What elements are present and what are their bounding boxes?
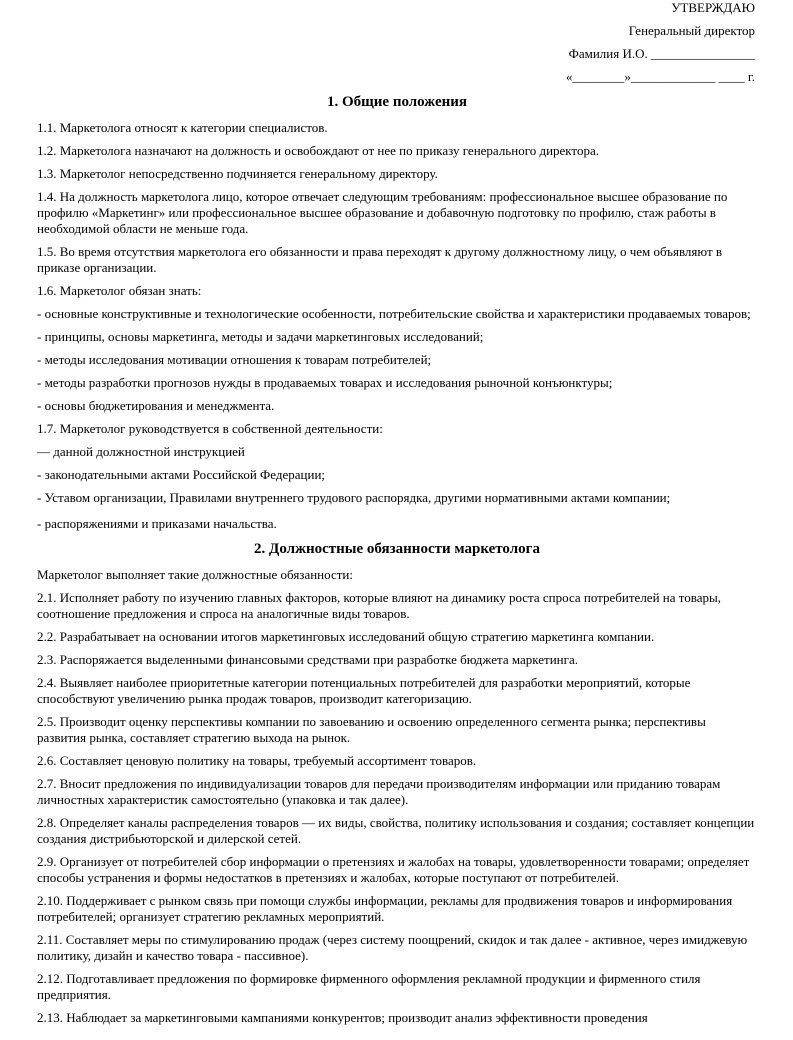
approval-title: УТВЕРЖДАЮ — [671, 0, 755, 15]
list-item: - принципы, основы маркетинга, методы и задачи маркетинговых исследований; — [37, 329, 484, 344]
paragraph: 1.1. Маркетолога относят к категории специалистов. — [37, 120, 328, 135]
paragraph: 2.12. Подготавливает предложения по формировке фирменного оформления рекламной продукции и фирменного стиля предприятия. — [37, 971, 701, 1002]
paragraph: 2.13. Наблюдает за маркетинговыми кампаниями конкурентов; производит анализ эффективности проведения — [37, 1010, 648, 1025]
list-item: - методы исследования мотивации отношения к товарам потребителей; — [37, 352, 432, 367]
paragraph: 2.4. Выявляет наиболее приоритетные категории потенциальных потребителей для разработки мероприятий, которые способствуют увеличению рынка продаж товаров, производит категоризацию. — [37, 675, 691, 706]
list-item: - методы разработки прогнозов нужды в продаваемых товарах и исследования рыночной конъюнктуры; — [37, 375, 613, 390]
list-item: - распоряжениями и приказами начальства. — [37, 516, 277, 531]
approval-position: Генеральный директор — [628, 23, 755, 38]
paragraph: 1.4. На должность маркетолога лицо, которое отвечает следующим требованиям: профессиональное высшее образование по профилю «Маркетинг» или профессиональное высшее образование и добавочную подготовку по профилю, стаж работы в необходимой области не меньше года. — [37, 189, 728, 236]
paragraph: 1.3. Маркетолог непосредственно подчиняется генеральному директору. — [37, 166, 438, 181]
paragraph: 2.9. Организует от потребителей сбор информации о претензиях и жалобах на товары, удовлетворенности товарами; определяет способы устранения и формы недостатков в претензиях и жалобах, которые поступают от потребителей. — [37, 854, 750, 885]
section-heading: 2. Должностные обязанности маркетолога — [254, 541, 540, 557]
approval-date-line: «________»_____________ ____ г. — [565, 69, 755, 84]
paragraph: 2.8. Определяет каналы распределения товаров — их виды, свойства, политику использования и создания; составляет концепции создания дистрибьюторской и дилерской сетей. — [37, 815, 755, 846]
approval-name-line: Фамилия И.О. ________________ — [568, 46, 755, 61]
list-item: - основы бюджетирования и менеджмента. — [37, 398, 275, 413]
paragraph: 2.3. Распоряжается выделенными финансовыми средствами при разработке бюджета маркетинга. — [37, 652, 578, 667]
paragraph: 2.7. Вносит предложения по индивидуализации товаров для передачи производителям информации или приданию товарам личностных характеристик самостоятельно (упаковка и так далее). — [37, 776, 721, 807]
paragraph: Маркетолог выполняет такие должностные обязанности: — [37, 567, 353, 582]
paragraph: 1.6. Маркетолог обязан знать: — [37, 283, 202, 298]
list-item: - законодательными актами Российской Федерации; — [37, 467, 326, 482]
paragraph: 2.11. Составляет меры по стимулированию продаж (через систему поощрений, скидок и так далее - активное, через имиджевую политику, дизайн и качество товара - пассивное). — [37, 932, 748, 963]
paragraph: 2.2. Разрабатывает на основании итогов маркетинговых исследований общую стратегию маркетинга компании. — [37, 629, 655, 644]
document-body — [37, 92, 757, 1033]
paragraph: 2.6. Составляет ценовую политику на товары, требуемый ассортимент товаров. — [37, 753, 477, 768]
paragraph: 2.5. Производит оценку перспективы компании по завоеванию и освоению определенного сегмента рынка; перспективы развития рынка, составляет стратегию выхода на рынок. — [37, 714, 706, 745]
paragraph: 2.10. Поддерживает с рынком связь при помощи службы информации, рекламы для продвижения товаров и информирования потребителей; организует стратегию рекламных мероприятий. — [37, 893, 733, 924]
paragraph: 1.5. Во время отсутствия маркетолога его обязанности и права переходят к другому должностному лицу, о чем объявляют в приказе организации. — [37, 244, 723, 275]
paragraph: 2.1. Исполняет работу по изучению главных факторов, которые влияют на динамику роста спроса потребителей на товары, соотношение предложения и спроса на аналогичные виды товаров. — [37, 590, 721, 621]
list-item: - основные конструктивные и технологические особенности, потребительские свойства и характеристики продаваемых товаров; — [37, 306, 751, 321]
list-item: — данной должностной инструкцией — [37, 444, 245, 459]
paragraph: 1.7. Маркетолог руководствуется в собственной деятельности: — [37, 421, 383, 436]
paragraph: 1.2. Маркетолога назначают на должность и освобождают от нее по приказу генерального директора. — [37, 143, 599, 158]
approval-block — [566, 0, 755, 88]
list-item: - Уставом организации, Правилами внутреннего трудового распорядка, другими нормативными актами компании; — [37, 490, 671, 505]
section-heading: 1. Общие положения — [326, 94, 468, 110]
